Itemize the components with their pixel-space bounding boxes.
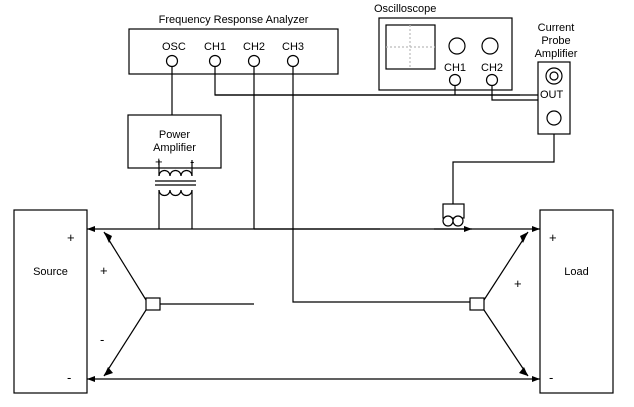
scope-port-label-ch2: CH2 bbox=[481, 62, 504, 74]
power-amp-label-line2: Amplifier bbox=[153, 142, 196, 154]
wire-right-sense-lower bbox=[484, 310, 528, 376]
fra-title: Frequency Response Analyzer bbox=[158, 14, 309, 26]
power-amp-label-line1: Power bbox=[158, 129, 191, 141]
scope-port-ch1 bbox=[450, 75, 461, 86]
arrow-source-bottom bbox=[87, 376, 95, 382]
transformer-secondary bbox=[159, 190, 192, 196]
scope-knob-1 bbox=[449, 38, 465, 54]
probe-amp-knob-inner bbox=[550, 72, 558, 80]
source-box bbox=[14, 210, 87, 393]
probe-amp-title-line3: Amplifier bbox=[534, 48, 578, 60]
wire-left-sense-lower bbox=[104, 310, 146, 376]
scope-port-ch2 bbox=[487, 75, 498, 86]
arrow-source-top bbox=[87, 226, 95, 232]
probe-cable bbox=[453, 134, 554, 204]
power-amp-plus-sign: + bbox=[155, 154, 163, 169]
fra-box bbox=[129, 29, 338, 74]
fra-port-label-ch2: CH2 bbox=[243, 41, 266, 53]
wire-left-sense-upper bbox=[104, 232, 146, 300]
probe-amp-title-line1: Current bbox=[537, 22, 575, 34]
arrow-load-top bbox=[532, 226, 540, 232]
transformer-primary bbox=[159, 171, 192, 177]
current-probe-jaw-right bbox=[453, 216, 463, 226]
arrow-left-sense-upper bbox=[104, 232, 112, 243]
fra-port-osc bbox=[167, 56, 178, 67]
wire-ch3 bbox=[293, 67, 470, 302]
fra-port-label-ch3: CH3 bbox=[282, 41, 305, 53]
probe-amp-title-line2: Probe bbox=[541, 35, 571, 47]
arrow-load-bottom bbox=[532, 376, 540, 382]
source-label: Source bbox=[33, 266, 68, 278]
current-probe-jaw-left bbox=[443, 216, 453, 226]
source-minus-sign: - bbox=[67, 370, 72, 385]
load-plus-sign: + bbox=[549, 230, 557, 245]
power-amp-minus-sign: - bbox=[190, 154, 195, 169]
load-node-plus-sign: + bbox=[514, 276, 522, 291]
scope-knob-2 bbox=[482, 38, 498, 54]
arrow-left-sense-lower bbox=[104, 367, 113, 376]
source-node-minus-sign: - bbox=[100, 332, 105, 347]
probe-amp-port-out bbox=[547, 111, 561, 125]
probe-amp-port-label-out: OUT bbox=[540, 89, 564, 101]
load-minus-sign: - bbox=[549, 370, 554, 385]
scope-port-label-ch1: CH1 bbox=[444, 62, 467, 74]
source-node-plus-sign: + bbox=[100, 263, 108, 278]
fra-port-label-ch1: CH1 bbox=[204, 41, 227, 53]
arrow-right-sense-upper bbox=[520, 232, 528, 243]
fra-port-ch1 bbox=[210, 56, 221, 67]
source-plus-sign: + bbox=[67, 230, 75, 245]
arrow-right-sense-lower bbox=[519, 367, 528, 376]
fra-port-label-osc: OSC bbox=[162, 41, 186, 53]
fra-port-ch3 bbox=[288, 56, 299, 67]
left-sense-box bbox=[146, 298, 160, 310]
scope-title: Oscilloscope bbox=[374, 3, 437, 15]
right-sense-box bbox=[470, 298, 484, 310]
fra-port-ch2 bbox=[249, 56, 260, 67]
arrow-probe-direction bbox=[464, 226, 472, 232]
load-label: Load bbox=[564, 266, 589, 278]
